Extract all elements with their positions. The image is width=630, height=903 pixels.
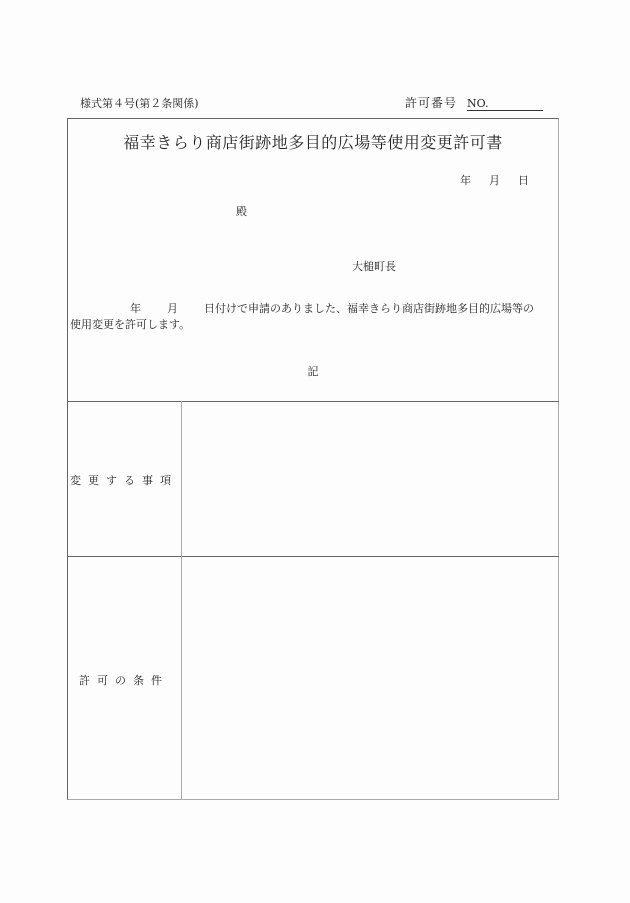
table-row-value-changes[interactable] <box>182 402 558 556</box>
application-month: 月 <box>167 302 178 315</box>
statement-line1: 日付けで申請のありました、福幸きらり商店街跡地多目的広場等の <box>204 302 534 315</box>
form-number-label: 様式第４号(第２条関係) <box>80 97 199 110</box>
addressee-suffix: 殿 <box>236 205 247 218</box>
permit-number-field[interactable]: NO. <box>467 97 543 111</box>
document-title: 福幸きらり商店街跡地多目的広場等使用変更許可書 <box>123 133 503 152</box>
issuer-name: 大槌町長 <box>352 260 396 273</box>
ki-heading: 記 <box>307 365 319 378</box>
issue-date <box>460 172 529 188</box>
statement-line2: 使用変更を許可します。 <box>70 318 191 331</box>
date-month: 月 <box>489 174 500 187</box>
date-day: 日 <box>518 174 529 187</box>
permit-number-label: 許可番号 <box>405 96 458 110</box>
table-row-label-conditions: 許可の条件 <box>79 674 169 687</box>
table-row-value-conditions[interactable] <box>182 557 558 800</box>
permit-statement <box>70 301 556 333</box>
table-row-label-changes: 変更する事項 <box>70 474 178 487</box>
date-year: 年 <box>460 174 471 187</box>
application-year: 年 <box>130 302 141 315</box>
permit-number <box>405 94 543 111</box>
